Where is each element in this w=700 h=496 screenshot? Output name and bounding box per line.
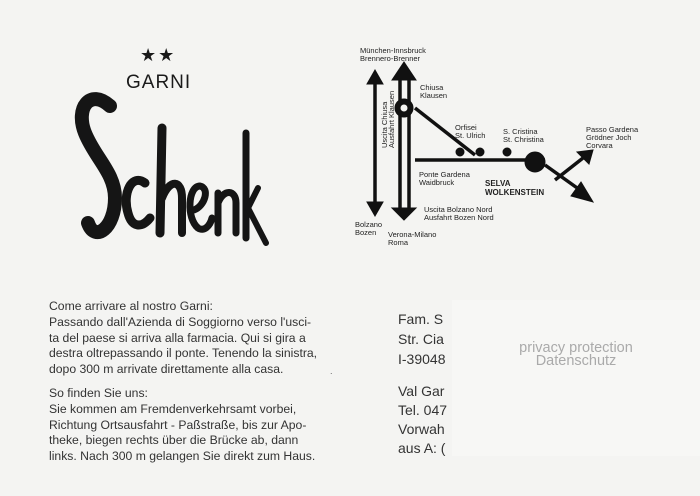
map-label-wolkenstein: WOLKENSTEIN	[485, 188, 545, 197]
privacy-overlay	[452, 300, 700, 456]
address-line-6: Vorwah	[398, 421, 445, 437]
map-label-grodner-joch: Grödner Joch	[586, 133, 632, 142]
address-block-2	[398, 382, 453, 458]
privacy-line-1: privacy protection	[519, 340, 633, 356]
map-label-st-christina: St. Christina	[503, 135, 544, 144]
map-label-ponte-gardena: Ponte Gardena	[419, 170, 470, 179]
address-line-2: Str. Cia	[398, 331, 444, 347]
privacy-line-2: Datenschutz	[535, 353, 617, 369]
address-line-3: I-39048	[398, 351, 446, 367]
german-title: So finden Sie uns:	[49, 386, 148, 400]
address-line-1: Fam. S	[398, 311, 444, 327]
italian-title: Come arrivare al nostro Garni:	[49, 299, 213, 313]
map-label-passo-gardena: Passo Gardena	[586, 125, 639, 134]
german-line-3: theke, biegen rechts über die Brücke ab, dann	[49, 433, 299, 448]
address-line-4: Val Gar	[398, 383, 445, 399]
map-label-selva: SELVA	[485, 179, 511, 188]
schenk-logo	[70, 88, 270, 253]
map-label-munich: München-Innsbruck	[360, 46, 426, 55]
map-label-waidbruck: Waidbruck	[419, 178, 455, 187]
german-line-2: Richtung Ortsausfahrt - Paßstraße, bis zur Apo-	[49, 417, 307, 432]
map-label-st-ulrich: St. Ulrich	[455, 131, 486, 140]
stray-mark: .	[330, 366, 333, 376]
map-label-ausfahrt-klausen: Ausfahrt Klausen	[387, 90, 396, 148]
rating-stars: ★★	[140, 45, 177, 65]
german-line-1: Sie kommen am Fremdenverkehrsamt vorbei,	[49, 401, 297, 416]
address-line-7: aus A: (	[398, 440, 446, 456]
german-line-4: links. Nach 300 m gelangen Sie direkt zum Haus.	[49, 449, 316, 464]
italian-line-3: destra oltrepassando il ponte. Tenendo la sinistra,	[49, 346, 318, 361]
route-map	[345, 40, 675, 250]
map-label-klausen: Klausen	[420, 91, 448, 100]
italian-directions	[49, 299, 339, 378]
map-label-uscita-bolzano: Uscita Bolzano Nord	[424, 205, 493, 214]
address-line-5: Tel. 047	[398, 402, 448, 418]
map-label-roma: Roma	[388, 238, 409, 247]
map-label-ortisei: Orfisei	[455, 123, 477, 132]
italian-line-2: ta del paese si arriva alla farmacia. Qui si gira a	[49, 330, 306, 345]
map-label-uscita-chiusa: Uscita Chiusa	[380, 101, 389, 148]
garni-label: GARNI	[126, 72, 192, 93]
map-label-bozen: Bozen	[355, 228, 377, 237]
map-label-corvara: Corvara	[586, 141, 613, 150]
map-label-chiusa: Chiusa	[420, 83, 444, 92]
map-label-brenner: Brennero-Brenner	[360, 54, 421, 63]
italian-line-4: dopo 300 m arrivate direttamente alla casa.	[49, 362, 284, 377]
map-label-verona: Verona-Milano	[388, 230, 437, 239]
map-label-s-cristina: S. Cristina	[503, 127, 538, 136]
map-label-ausfahrt-bozen: Ausfahrt Bozen Nord	[424, 213, 494, 222]
map-label-bolzano: Bolzano	[355, 220, 383, 229]
german-directions	[49, 386, 339, 465]
italian-line-1: Passando dall'Azienda di Soggiorno verso l'usci-	[49, 314, 312, 329]
address-block-1	[398, 309, 453, 369]
